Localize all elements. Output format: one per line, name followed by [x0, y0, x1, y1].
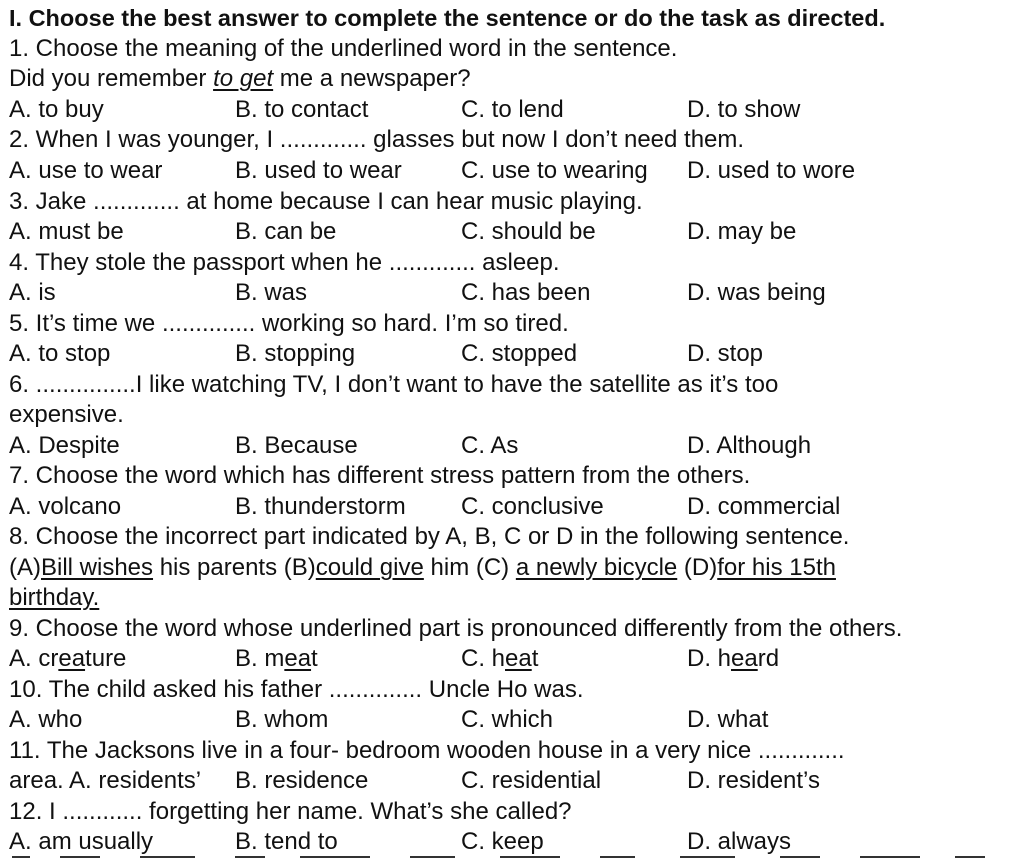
- question-12-options: [9, 827, 1009, 857]
- option-d[interactable]: D. Although: [687, 432, 812, 459]
- option-b-underlined: ea: [284, 645, 312, 672]
- option-d[interactable]: D. always: [687, 828, 792, 855]
- option-a-post: ture: [85, 645, 127, 672]
- part-b-underlined[interactable]: could give: [315, 554, 424, 581]
- part-d-underlined-continued[interactable]: birthday.: [9, 584, 100, 611]
- question-6-text-line1: 6. ...............I like watching TV, I don’t want to have the satellite as it’s too: [9, 371, 779, 398]
- option-a-pre: A. cr: [9, 645, 59, 672]
- option-c[interactable]: C. has been: [461, 279, 591, 306]
- option-d-underlined: ea: [731, 645, 758, 672]
- question-7-options: [9, 492, 1009, 522]
- question-12-text: 12. I ............ forgetting her name. What’s she called?: [9, 798, 572, 825]
- question-11-text: 11. The Jacksons live in a four- bedroom wooden house in a very nice .............: [9, 737, 845, 764]
- question-9-options: [9, 644, 1009, 674]
- question-1-options: [9, 95, 1009, 125]
- option-b[interactable]: B. was: [235, 279, 308, 306]
- option-b-post: t: [311, 645, 318, 672]
- option-c[interactable]: C. use to wearing: [461, 157, 648, 184]
- option-b[interactable]: B. used to wear: [235, 157, 402, 184]
- question-1-sentence-pre: Did you remember: [9, 65, 214, 92]
- cut-off-next-line: [0, 856, 1024, 862]
- part-c-label: him (C): [423, 554, 516, 581]
- option-d[interactable]: D. may be: [687, 218, 797, 245]
- question-5-text: 5. It’s time we .............. working so hard. I’m so tired.: [9, 310, 569, 337]
- option-d[interactable]: [687, 644, 779, 674]
- section-title: I. Choose the best answer to complete the sentence or do the task as directed.: [9, 5, 886, 31]
- question-1-underlined-word: to get: [213, 65, 274, 92]
- question-9-text: 9. Choose the word whose underlined part is pronounced differently from the others.: [9, 615, 903, 642]
- question-4-options: [9, 278, 1009, 308]
- question-3-text: 3. Jake ............. at home because I can hear music playing.: [9, 188, 643, 215]
- question-5-options: [9, 339, 1009, 369]
- option-c[interactable]: C. keep: [461, 828, 544, 855]
- question-11-line2-with-option-a[interactable]: area. A. residents’: [9, 767, 202, 794]
- option-b[interactable]: B. tend to: [235, 828, 338, 855]
- option-b[interactable]: B. can be: [235, 218, 337, 245]
- question-11-options: [9, 766, 1009, 796]
- option-d[interactable]: D. was being: [687, 279, 826, 306]
- option-a[interactable]: A. am usually: [9, 828, 154, 855]
- question-4-text: 4. They stole the passport when he ............. asleep.: [9, 249, 560, 276]
- question-6-text-line2: expensive.: [9, 401, 124, 428]
- option-d[interactable]: D. stop: [687, 340, 764, 367]
- option-a[interactable]: [9, 644, 126, 674]
- option-a[interactable]: A. use to wear: [9, 157, 163, 184]
- question-1-sentence: [9, 64, 471, 94]
- option-c[interactable]: C. stopped: [461, 340, 578, 367]
- option-a-underlined: ea: [58, 645, 86, 672]
- part-d-underlined[interactable]: for his 15th: [717, 554, 836, 581]
- option-a[interactable]: A. to buy: [9, 96, 104, 123]
- option-c[interactable]: C. to lend: [461, 96, 564, 123]
- option-a[interactable]: A. Despite: [9, 432, 120, 459]
- question-3-options: [9, 217, 1009, 247]
- option-b[interactable]: B. to contact: [235, 96, 369, 123]
- question-1-sentence-post: me a newspaper?: [273, 65, 471, 92]
- option-c[interactable]: [461, 644, 538, 674]
- question-1-prompt: 1. Choose the meaning of the underlined word in the sentence.: [9, 35, 678, 62]
- option-b[interactable]: B. Because: [235, 432, 358, 459]
- option-c-pre: C. h: [461, 645, 506, 672]
- part-a-underlined[interactable]: Bill wishes: [41, 554, 154, 581]
- option-c[interactable]: C. conclusive: [461, 493, 604, 520]
- question-8-text: 8. Choose the incorrect part indicated by A, B, C or D in the following sentence.: [9, 523, 850, 550]
- part-d-label: (D): [677, 554, 718, 581]
- option-d-post: rd: [757, 645, 780, 672]
- question-10-options: [9, 705, 1009, 735]
- question-7-text: 7. Choose the word which has different stress pattern from the others.: [9, 462, 751, 489]
- option-a[interactable]: A. is: [9, 279, 56, 306]
- option-a[interactable]: A. to stop: [9, 340, 111, 367]
- option-a[interactable]: A. volcano: [9, 493, 122, 520]
- question-2-options: [9, 156, 1009, 186]
- option-d[interactable]: D. what: [687, 706, 769, 733]
- option-a[interactable]: A. who: [9, 706, 83, 733]
- option-d-pre: D. h: [687, 645, 732, 672]
- option-b[interactable]: B. whom: [235, 706, 329, 733]
- option-c[interactable]: C. residential: [461, 767, 602, 794]
- option-c[interactable]: C. which: [461, 706, 554, 733]
- option-d[interactable]: D. commercial: [687, 493, 841, 520]
- part-b-label: his parents (B): [153, 554, 316, 581]
- part-a-label: (A): [9, 554, 41, 581]
- question-8-sentence: [9, 553, 836, 583]
- question-2-text: 2. When I was younger, I ............. glasses but now I don’t need them.: [9, 126, 745, 153]
- option-b[interactable]: B. stopping: [235, 340, 356, 367]
- part-c-underlined[interactable]: a newly bicycle: [515, 554, 678, 581]
- option-b[interactable]: [235, 644, 318, 674]
- option-c[interactable]: C. As: [461, 432, 519, 459]
- option-d[interactable]: D. used to wore: [687, 157, 856, 184]
- question-6-options: [9, 431, 1009, 461]
- question-10-text: 10. The child asked his father .............. Uncle Ho was.: [9, 676, 584, 703]
- option-b[interactable]: B. thunderstorm: [235, 493, 406, 520]
- option-c-post: t: [531, 645, 539, 672]
- option-c[interactable]: C. should be: [461, 218, 596, 245]
- option-b[interactable]: B. residence: [235, 767, 369, 794]
- option-c-underlined: ea: [505, 645, 532, 672]
- option-d[interactable]: D. to show: [687, 96, 801, 123]
- question-8-sentence-line2: [9, 583, 99, 613]
- option-a[interactable]: A. must be: [9, 218, 124, 245]
- option-d[interactable]: D. resident’s: [687, 767, 820, 794]
- option-b-pre: B. m: [235, 645, 285, 672]
